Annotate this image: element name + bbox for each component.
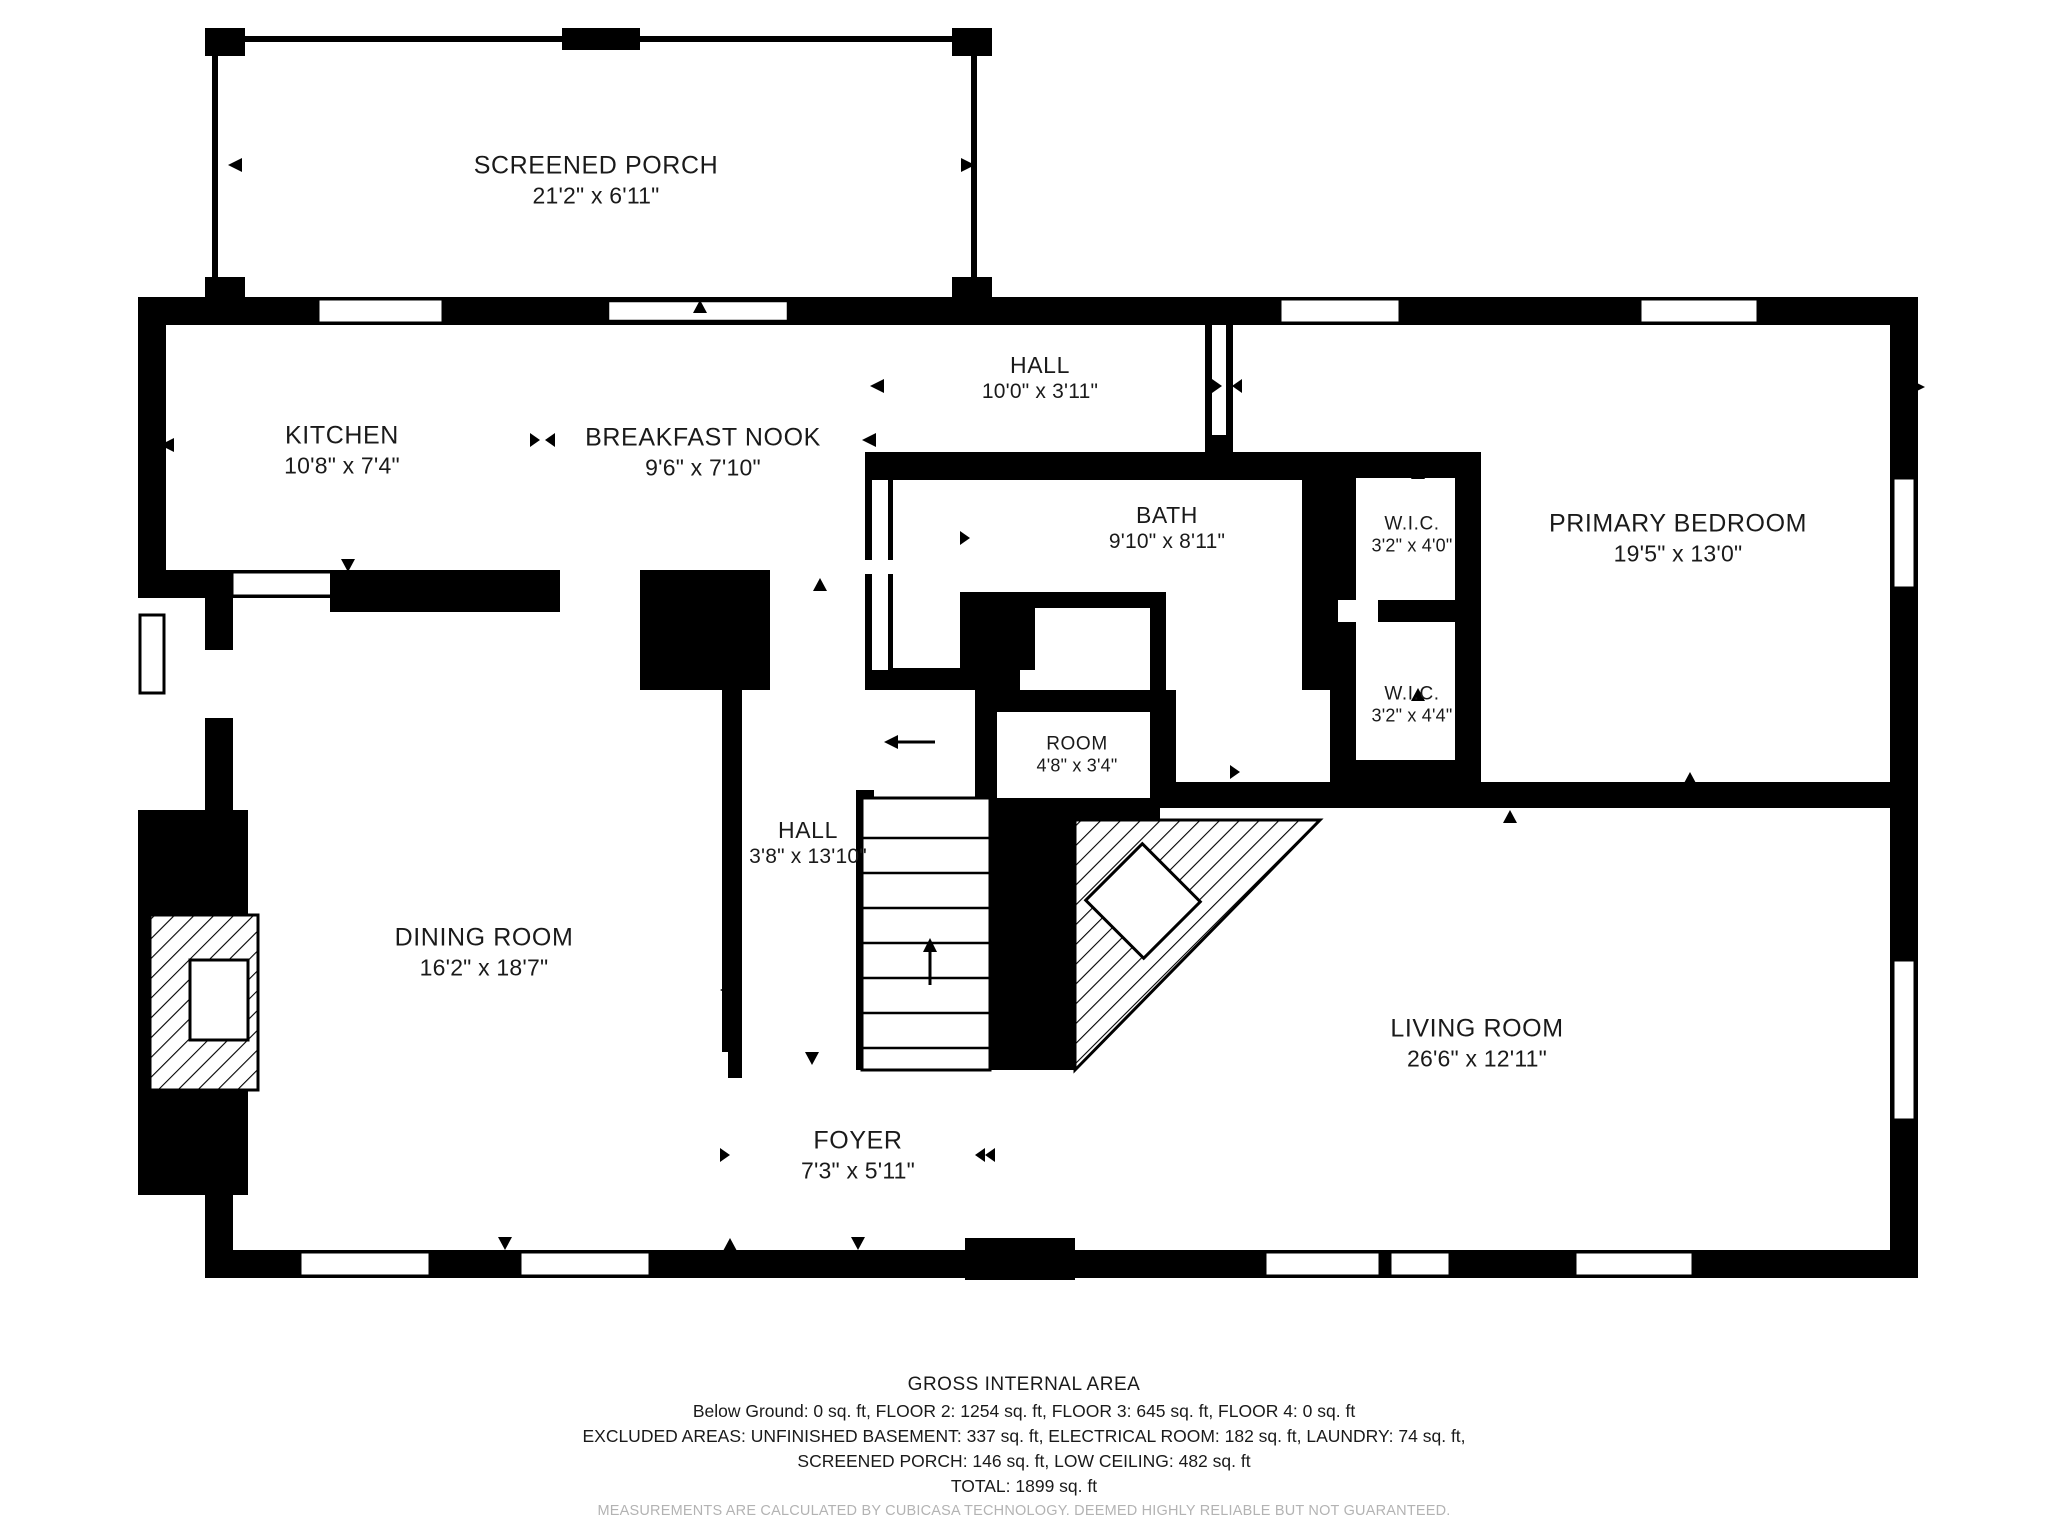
area-line: EXCLUDED AREAS: UNFINISHED BASEMENT: 337 sq. ft, ELECTRICAL ROOM: 182 sq. ft, LAUNDRY: 74 sq. ft,: [582, 1425, 1466, 1446]
disclaimer-text: MEASUREMENTS ARE CALCULATED BY CUBICASA TECHNOLOGY. DEEMED HIGHLY RELIABLE BUT NOT GUARANTEED.: [597, 1503, 1451, 1520]
room-label: LIVING ROOM 26'6" x 12'11": [1390, 1014, 1564, 1072]
room-label: HALL 10'0" x 3'11": [981, 352, 1099, 404]
area-total: TOTAL: 1899 sq. ft: [950, 1475, 1098, 1496]
gross-internal-area-title: GROSS INTERNAL AREA: [907, 1374, 1141, 1395]
room-label: KITCHEN 10'8" x 7'4": [284, 421, 400, 479]
room-label: PRIMARY BEDROOM 19'5" x 13'0": [1548, 509, 1808, 567]
room-label: BREAKFAST NOOK 9'6" x 7'10": [585, 423, 821, 481]
room-label: HALL 3'8" x 13'10": [749, 817, 867, 869]
room-label: ROOM 4'8" x 3'4": [1036, 733, 1118, 776]
area-line: Below Ground: 0 sq. ft, FLOOR 2: 1254 sq. ft, FLOOR 3: 645 sq. ft, FLOOR 4: 0 sq. ft: [692, 1401, 1356, 1421]
area-summary: [0, 1374, 2048, 1519]
room-label: W.I.C. 3'2" x 4'4": [1371, 683, 1453, 726]
room-label: DINING ROOM 16'2" x 18'7": [394, 923, 574, 981]
room-label: FOYER 7'3" x 5'11": [800, 1126, 916, 1184]
room-label: SCREENED PORCH 21'2" x 6'11": [473, 151, 719, 209]
room-label: W.I.C. 3'2" x 4'0": [1371, 513, 1453, 556]
room-label: BATH 9'10" x 8'11": [1108, 502, 1226, 554]
area-line: SCREENED PORCH: 146 sq. ft, LOW CEILING: 482 sq. ft: [797, 1450, 1251, 1471]
